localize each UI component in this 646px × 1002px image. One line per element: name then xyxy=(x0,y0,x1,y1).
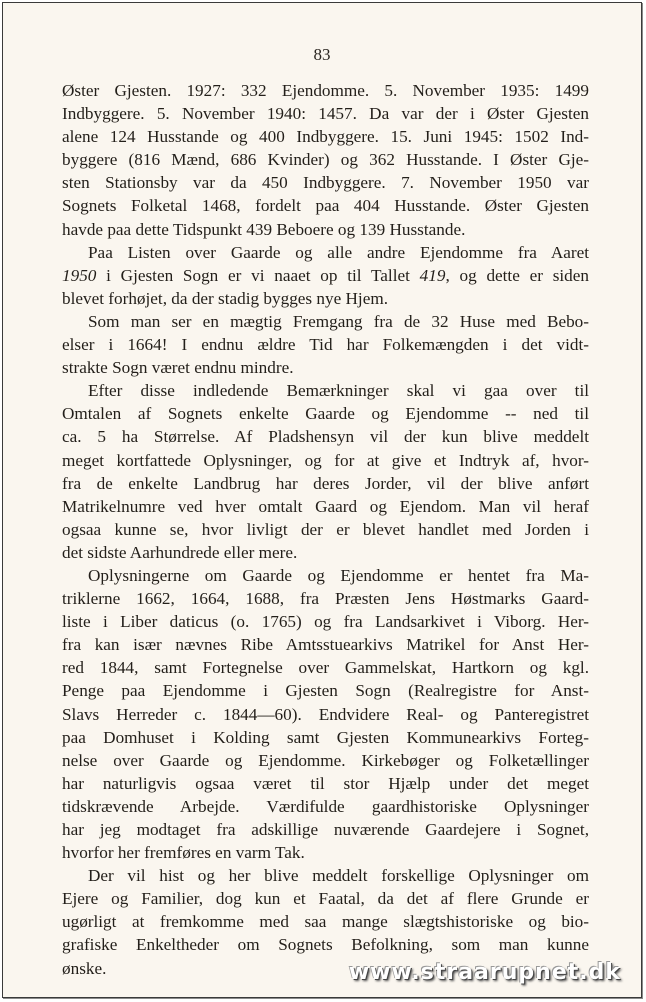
text-line: Efter disse indledende Bemærkninger skal vi gaa over til xyxy=(88,381,589,401)
paragraph-5 xyxy=(62,564,589,864)
text-line: Paa Listen over Gaarde og alle andre Ejendomme fra Aaret xyxy=(88,242,589,262)
text-line: Matrikelnumre ved hver omtalt Gaard og Ejendom. Man vil heraf xyxy=(62,496,589,516)
paragraph-4 xyxy=(62,379,589,564)
text-line: ca. 5 ha Størrelse. Af Pladshensyn vil der kun blive meddelt xyxy=(62,427,589,447)
text-line: Oplysningerne om Gaarde og Ejendomme er hentet fra Ma- xyxy=(88,565,589,585)
text-line: blevet forhøjet, da der stadig bygges nye Hjem. xyxy=(62,288,388,308)
text-line: har naturligvis ogsaa været til stor Hjælp under det meget xyxy=(62,773,589,793)
text-line: nelse over Gaarde og Ejendomme. Kirkebøger og Folketællinger xyxy=(62,750,589,770)
text-line: Der vil hist og her blive meddelt forskellige Oplysninger om xyxy=(88,866,589,886)
paragraph-1 xyxy=(62,79,589,241)
text-line: havde paa dette Tidspunkt 439 Beboere og 139 Husstande. xyxy=(62,219,466,239)
year-italic: 1950 xyxy=(62,265,97,285)
text-line: ønske. xyxy=(62,958,107,978)
text-line: ogsaa kunne se, hvor livligt der er blevet handlet med Jorden i xyxy=(62,519,589,539)
text-line: paa Domhuset i Kolding samt Gjesten Kommunearkivs Forteg- xyxy=(62,727,589,747)
text-line: Omtalen af Sognets enkelte Gaarde og Ejendomme -- ned til xyxy=(62,404,589,424)
text-line: hvorfor her fremføres en varm Tak. xyxy=(62,843,305,863)
text-line: sten Stationsby var da 450 Indbyggere. 7. November 1950 var xyxy=(62,173,589,193)
page xyxy=(2,2,642,998)
text-line: fra kan især nævnes Ribe Amtsstuearkivs Matrikel for Anst Her- xyxy=(62,635,589,655)
page-number: 83 xyxy=(313,45,331,64)
text-line: liste i Liber daticus (o. 1765) og fra Landsarkivet i Viborg. Her- xyxy=(62,612,589,632)
text-line: har jeg modtaget fra adskillige nuværende Gaardejere i Sognet, xyxy=(62,820,589,839)
watermark: www.straarupnet.dk xyxy=(348,960,621,985)
text-line: Penge paa Ejendomme i Gjesten Sogn (Realregistre for Anst- xyxy=(62,681,589,701)
text-line: ugørligt at fremkomme med saa mange slægtshistoriske og bio- xyxy=(62,912,589,932)
text-line: red 1844, samt Fortegnelse over Gammelskat, Hartkorn og kgl. xyxy=(62,658,589,678)
paragraph-2 xyxy=(62,241,589,310)
text-line: Indbyggere. 5. November 1940: 1457. Da var der i Øster Gjesten xyxy=(62,104,589,124)
text-line: meget kortfattede Oplysninger, og for at give et Indtryk af, hvor- xyxy=(62,450,589,470)
text-line: fra de enkelte Landbrug har deres Jorder, vil der blive anført xyxy=(62,473,589,493)
text-line: elser i 1664! I endnu ældre Tid har Folkemængden i det vidt- xyxy=(62,335,589,355)
text-line: 1950 i Gjesten Sogn er vi naaet op til Tallet 419, og dette er siden xyxy=(62,265,589,285)
count-italic: 419 xyxy=(419,265,446,285)
text-line: alene 124 Husstande og 400 Indbyggere. 15. Juni 1945: 1502 Ind- xyxy=(62,127,589,147)
text-line: Sognets Folketal 1468, fordelt paa 404 Husstande. Øster Gjesten xyxy=(62,196,589,216)
text-line: Som man ser en mægtig Fremgang fra de 32 Huse med Bebo- xyxy=(88,311,589,331)
paragraph-3 xyxy=(62,310,589,379)
text-line: grafiske Enkeltheder om Sognets Befolkning, som man kunne xyxy=(62,935,589,955)
text-line: strakte Sogn været endnu mindre. xyxy=(62,358,294,378)
body-text xyxy=(62,79,589,980)
text-line: Slavs Herreder c. 1844—60). Endvidere Real- og Panteregistret xyxy=(62,704,589,724)
text-line: tidskrævende Arbejde. Værdifulde gaardhistoriske Oplysninger xyxy=(62,796,589,816)
text-line: Ejere og Familier, dog kun et Faatal, da det af flere Grunde er xyxy=(62,889,589,909)
text-line: det sidste Aarhundrede eller mere. xyxy=(62,542,298,562)
text-line: Øster Gjesten. 1927: 332 Ejendomme. 5. November 1935: 1499 xyxy=(62,81,589,100)
text-line: triklerne 1662, 1664, 1688, fra Præsten Jens Høstmarks Gaard- xyxy=(62,589,589,609)
text-line: byggere (816 Mænd, 686 Kvinder) og 362 Husstande. I Øster Gje- xyxy=(62,150,589,170)
